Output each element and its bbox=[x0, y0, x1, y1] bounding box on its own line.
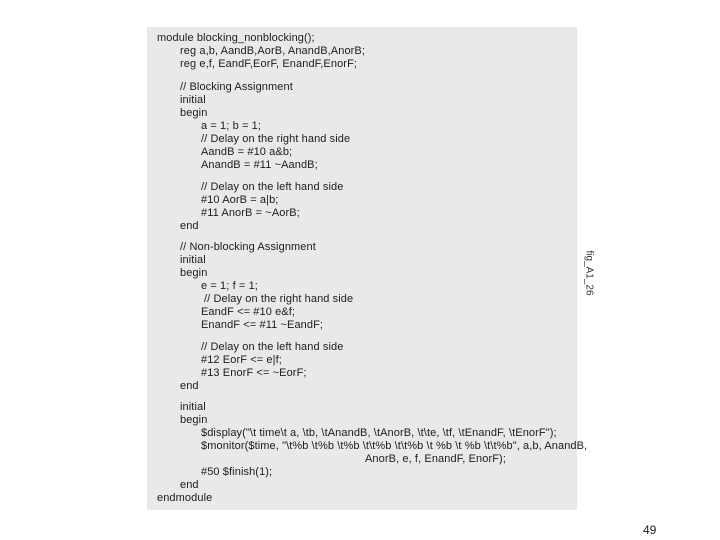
code-line: reg a,b, AandB,AorB, AnandB,AnorB; bbox=[180, 45, 366, 57]
figure-label: fig_A1_26 bbox=[583, 250, 595, 296]
code-line: reg e,f, EandF,EorF, EnandF,EnorF; bbox=[180, 58, 358, 70]
code-line: $monitor($time, "\t%b \t%b \t%b \t\t%b \t\t%b \t %b \t %b \t\t%b", a,b, AnandB, bbox=[201, 440, 588, 452]
page-number: 49 bbox=[643, 523, 657, 537]
code-line: end bbox=[180, 479, 199, 491]
code-line: // Blocking Assignment bbox=[180, 81, 293, 93]
code-line: begin bbox=[180, 267, 208, 279]
code-line: initial bbox=[180, 94, 206, 106]
code-line: AandB = #10 a&b; bbox=[201, 146, 293, 158]
code-line: AnorB, e, f, EnandF, EnorF); bbox=[365, 453, 506, 465]
code-line: initial bbox=[180, 401, 206, 413]
code-line: #10 AorB = a|b; bbox=[201, 194, 279, 206]
code-line: EandF <= #10 e&f; bbox=[201, 306, 296, 318]
code-line: // Delay on the right hand side bbox=[201, 133, 351, 145]
code-line: // Non-blocking Assignment bbox=[180, 241, 316, 253]
code-line: module blocking_nonblocking(); bbox=[157, 32, 315, 44]
code-line: AnandB = #11 ~AandB; bbox=[201, 159, 318, 171]
code-line: $display("\t time\t a, \tb, \tAnandB, \tAnorB, \t\te, \tf, \tEnandF, \tEnorF"); bbox=[201, 427, 557, 439]
code-line: e = 1; f = 1; bbox=[201, 280, 258, 292]
code-line: // Delay on the right hand side bbox=[204, 293, 354, 305]
code-line: #50 $finish(1); bbox=[201, 466, 273, 478]
code-line: EnandF <= #11 ~EandF; bbox=[201, 319, 324, 331]
code-line: end bbox=[180, 380, 199, 392]
code-line: end bbox=[180, 220, 199, 232]
code-line: // Delay on the left hand side bbox=[201, 341, 344, 353]
code-line: endmodule bbox=[157, 492, 213, 504]
code-line: a = 1; b = 1; bbox=[201, 120, 262, 132]
code-line: begin bbox=[180, 107, 208, 119]
code-line: #12 EorF <= e|f; bbox=[201, 354, 282, 366]
code-listing-panel bbox=[147, 27, 588, 510]
code-line: #11 AnorB = ~AorB; bbox=[201, 207, 300, 219]
code-line: begin bbox=[180, 414, 208, 426]
code-line: #13 EnorF <= ~EorF; bbox=[201, 367, 307, 379]
code-line: // Delay on the left hand side bbox=[201, 181, 344, 193]
code-line: initial bbox=[180, 254, 206, 266]
